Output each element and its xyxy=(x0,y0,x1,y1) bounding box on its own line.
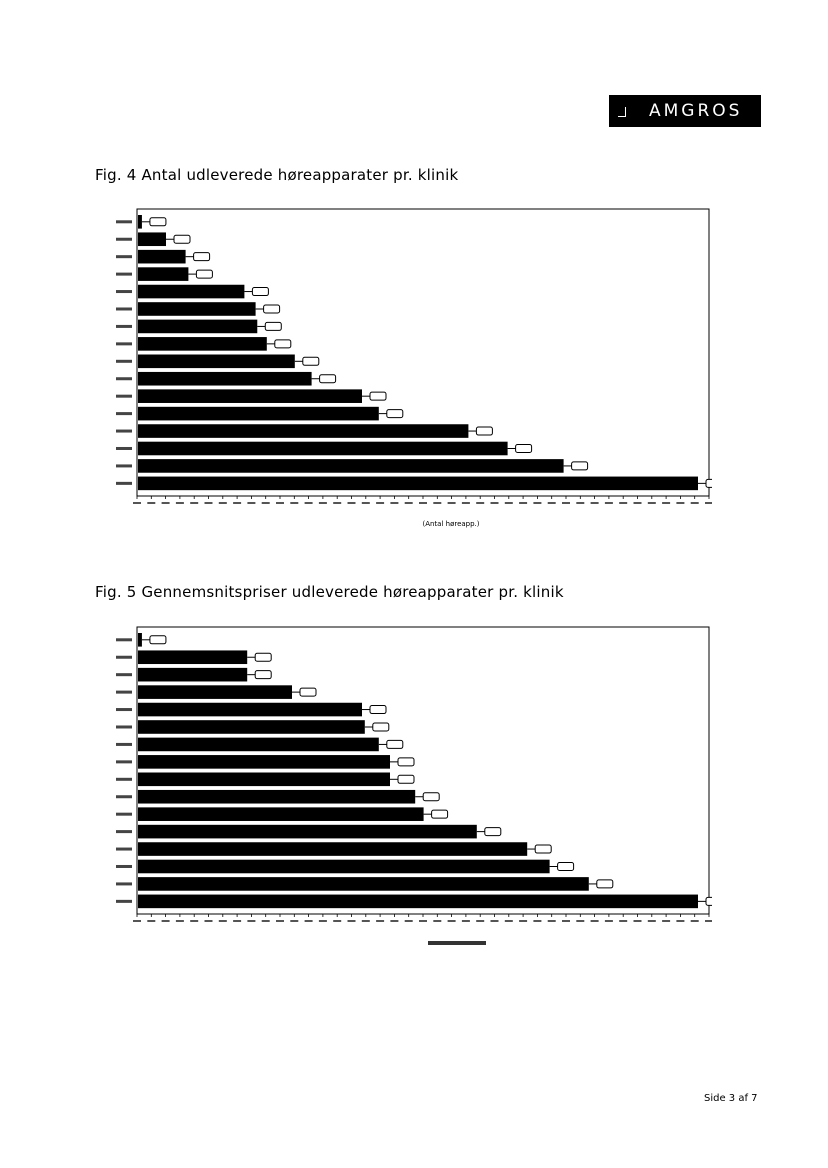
x-tick-label xyxy=(619,502,627,504)
x-tick-label xyxy=(691,502,699,504)
bar xyxy=(138,720,365,734)
category-label xyxy=(116,848,132,851)
bar xyxy=(138,215,142,229)
x-tick-label xyxy=(476,502,484,504)
x-tick-label xyxy=(591,920,599,922)
data-label xyxy=(398,775,414,783)
data-label xyxy=(300,688,316,696)
category-label xyxy=(116,900,132,903)
data-label xyxy=(370,392,386,400)
x-tick-label xyxy=(462,502,470,504)
category-label xyxy=(116,220,132,223)
x-tick-label xyxy=(176,502,184,504)
data-label xyxy=(387,410,403,418)
bar xyxy=(138,790,415,804)
x-tick-label xyxy=(634,502,642,504)
x-tick-label xyxy=(390,502,398,504)
x-tick-label xyxy=(662,920,670,922)
x-tick-label xyxy=(433,502,441,504)
x-tick-label xyxy=(262,920,270,922)
x-tick-label xyxy=(348,502,356,504)
x-tick-label xyxy=(491,920,499,922)
x-tick-label xyxy=(548,920,556,922)
data-label xyxy=(174,235,190,243)
x-axis-label xyxy=(428,941,486,945)
x-tick-label xyxy=(562,920,570,922)
x-tick-label xyxy=(676,920,684,922)
x-tick-label xyxy=(448,502,456,504)
x-tick-label xyxy=(205,502,213,504)
x-tick-label xyxy=(362,502,370,504)
data-label xyxy=(370,706,386,714)
x-tick-label xyxy=(576,920,584,922)
x-tick-label xyxy=(390,920,398,922)
category-label xyxy=(116,325,132,328)
data-label xyxy=(303,357,319,365)
x-tick-label xyxy=(319,502,327,504)
data-label xyxy=(558,862,574,870)
x-tick-label xyxy=(305,502,313,504)
data-label xyxy=(572,462,588,470)
category-label xyxy=(116,760,132,763)
data-label xyxy=(398,758,414,766)
data-label xyxy=(320,375,336,383)
category-label xyxy=(116,743,132,746)
category-label xyxy=(116,290,132,293)
bar xyxy=(138,703,362,717)
category-label xyxy=(116,882,132,885)
category-label xyxy=(116,238,132,241)
x-tick-label xyxy=(533,502,541,504)
x-tick-label xyxy=(634,920,642,922)
x-axis-label: (Antal høreapp.) xyxy=(422,520,480,528)
data-label xyxy=(255,671,271,679)
x-tick-label xyxy=(405,920,413,922)
bar xyxy=(138,860,550,874)
bar xyxy=(138,250,186,264)
category-label xyxy=(116,482,132,485)
x-tick-label xyxy=(305,920,313,922)
data-label xyxy=(194,253,210,261)
category-label xyxy=(116,813,132,816)
amgros-logo xyxy=(609,95,761,127)
x-tick-label xyxy=(505,502,513,504)
x-tick-label xyxy=(205,920,213,922)
data-label xyxy=(387,740,403,748)
x-tick-label xyxy=(376,920,384,922)
bar xyxy=(138,825,477,839)
bar xyxy=(138,267,188,281)
category-label xyxy=(116,377,132,380)
x-tick-label xyxy=(333,920,341,922)
x-tick-label xyxy=(176,920,184,922)
bar xyxy=(138,355,295,369)
data-label xyxy=(265,322,281,330)
category-label xyxy=(116,273,132,276)
data-label xyxy=(150,636,166,644)
category-label xyxy=(116,830,132,833)
x-tick-label xyxy=(448,920,456,922)
figure-5-bar-chart xyxy=(112,624,712,954)
bar xyxy=(138,807,424,821)
bar xyxy=(138,407,379,421)
bar xyxy=(138,389,362,403)
x-tick-label xyxy=(276,920,284,922)
data-label xyxy=(150,218,166,226)
x-tick-label xyxy=(147,502,155,504)
x-tick-label xyxy=(705,920,712,922)
data-label xyxy=(255,653,271,661)
figure-4-title: Fig. 4 Antal udleverede høreapparater pr. klinik xyxy=(95,166,459,184)
x-tick-label xyxy=(162,502,170,504)
x-tick-label xyxy=(290,502,298,504)
x-tick-label xyxy=(290,920,298,922)
data-label xyxy=(275,340,291,348)
x-tick-label xyxy=(133,502,141,504)
x-tick-label xyxy=(190,920,198,922)
bar xyxy=(138,755,390,769)
bar xyxy=(138,877,589,891)
bar xyxy=(138,633,142,647)
category-label xyxy=(116,795,132,798)
bar xyxy=(138,773,390,787)
bar xyxy=(138,477,698,491)
category-label xyxy=(116,708,132,711)
x-tick-label xyxy=(533,920,541,922)
x-tick-label xyxy=(147,920,155,922)
x-tick-label xyxy=(705,502,712,504)
x-tick-label xyxy=(619,920,627,922)
x-tick-label xyxy=(233,502,241,504)
bar xyxy=(138,459,564,473)
bar xyxy=(138,337,267,351)
category-label xyxy=(116,255,132,258)
x-tick-label xyxy=(190,502,198,504)
data-label xyxy=(485,828,501,836)
data-label xyxy=(476,427,492,435)
x-tick-label xyxy=(247,920,255,922)
x-tick-label xyxy=(433,920,441,922)
bar xyxy=(138,285,244,299)
bar xyxy=(138,668,247,682)
x-tick-label xyxy=(505,920,513,922)
x-tick-label xyxy=(462,920,470,922)
bar xyxy=(138,842,527,856)
x-tick-label xyxy=(605,502,613,504)
category-label xyxy=(116,307,132,310)
data-label xyxy=(373,723,389,731)
x-tick-label xyxy=(219,502,227,504)
data-label xyxy=(597,880,613,888)
data-label xyxy=(264,305,280,313)
x-tick-label xyxy=(591,502,599,504)
data-label xyxy=(706,897,712,905)
bar xyxy=(138,650,247,664)
x-tick-label xyxy=(376,502,384,504)
figure-4-bar-chart xyxy=(112,206,712,536)
x-tick-label xyxy=(576,502,584,504)
x-tick-label xyxy=(491,502,499,504)
bar xyxy=(138,685,292,699)
data-label xyxy=(432,810,448,818)
x-tick-label xyxy=(133,920,141,922)
x-tick-label xyxy=(262,502,270,504)
x-tick-label xyxy=(476,920,484,922)
x-tick-label xyxy=(233,920,241,922)
x-tick-label xyxy=(519,502,527,504)
logo-text: AMGROS xyxy=(649,101,743,121)
category-label xyxy=(116,691,132,694)
category-label xyxy=(116,464,132,467)
bar xyxy=(138,442,508,456)
data-label xyxy=(423,793,439,801)
bar xyxy=(138,232,166,246)
bar xyxy=(138,895,698,909)
x-tick-label xyxy=(662,502,670,504)
data-label xyxy=(252,288,268,296)
data-label xyxy=(706,479,712,487)
x-tick-label xyxy=(648,920,656,922)
bar xyxy=(138,738,379,752)
data-label xyxy=(516,444,532,452)
x-tick-label xyxy=(548,502,556,504)
category-label xyxy=(116,342,132,345)
x-tick-label xyxy=(348,920,356,922)
bar xyxy=(138,372,312,386)
x-tick-label xyxy=(691,920,699,922)
x-tick-label xyxy=(519,920,527,922)
category-label xyxy=(116,778,132,781)
category-label xyxy=(116,395,132,398)
data-label xyxy=(196,270,212,278)
category-label xyxy=(116,673,132,676)
category-label xyxy=(116,360,132,363)
x-tick-label xyxy=(605,920,613,922)
x-tick-label xyxy=(276,502,284,504)
category-label xyxy=(116,638,132,641)
bar xyxy=(138,320,257,334)
x-tick-label xyxy=(319,920,327,922)
x-tick-label xyxy=(405,502,413,504)
x-tick-label xyxy=(419,502,427,504)
x-tick-label xyxy=(676,502,684,504)
logo-mark-icon xyxy=(618,107,626,117)
x-tick-label xyxy=(562,502,570,504)
x-tick-label xyxy=(247,502,255,504)
x-tick-label xyxy=(419,920,427,922)
page-number: Side 3 af 7 xyxy=(704,1093,758,1104)
x-tick-label xyxy=(219,920,227,922)
category-label xyxy=(116,656,132,659)
category-label xyxy=(116,725,132,728)
x-tick-label xyxy=(648,502,656,504)
data-label xyxy=(535,845,551,853)
bar xyxy=(138,302,256,316)
category-label xyxy=(116,412,132,415)
bar xyxy=(138,424,468,438)
x-tick-label xyxy=(362,920,370,922)
category-label xyxy=(116,447,132,450)
x-tick-label xyxy=(333,502,341,504)
x-tick-label xyxy=(162,920,170,922)
figure-5-title: Fig. 5 Gennemsnitspriser udleverede høreapparater pr. klinik xyxy=(95,583,564,601)
category-label xyxy=(116,865,132,868)
category-label xyxy=(116,430,132,433)
